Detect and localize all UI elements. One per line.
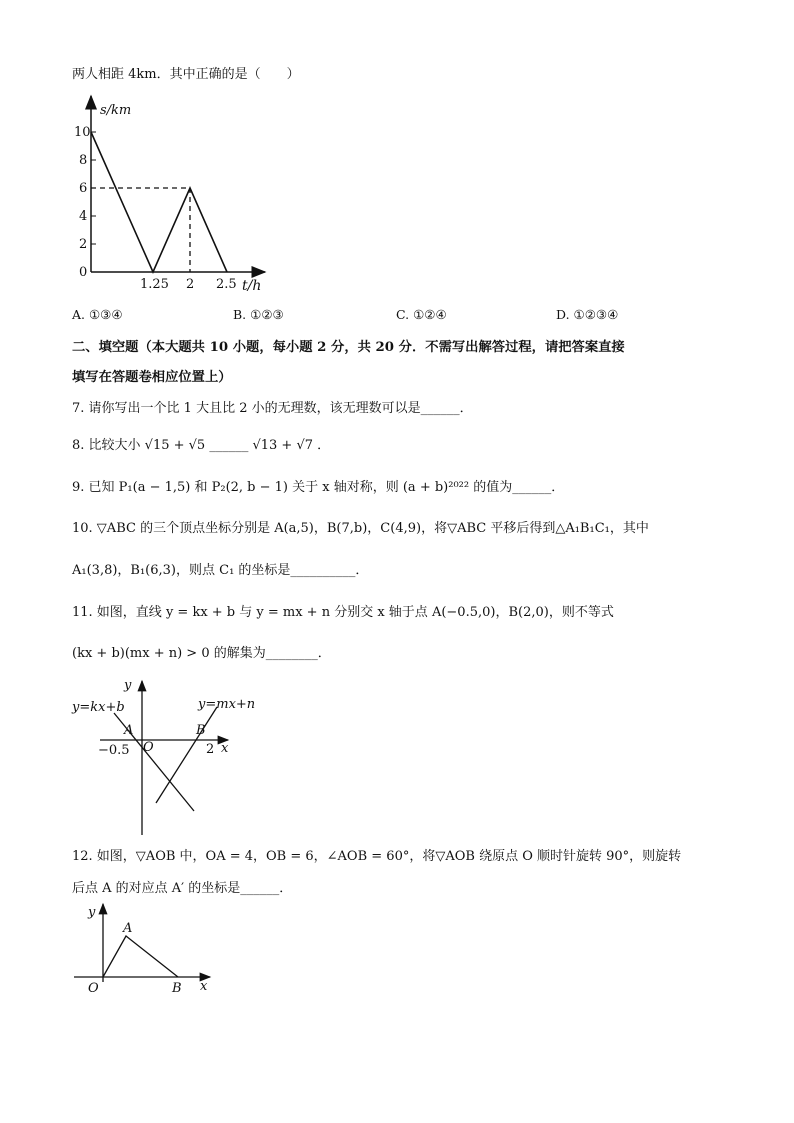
- question-7: 7. 请你写出一个比 1 大且比 2 小的无理数，该无理数可以是______．: [72, 401, 473, 416]
- section-heading-line1: 二、填空题（本大题共 10 小题，每小题 2 分，共 20 分．不需写出解答过程，请把答案直接: [72, 340, 625, 355]
- x-axis-label: t/h: [242, 278, 262, 292]
- option-d: D. ①②③④: [556, 307, 619, 322]
- graph3-origin: O: [88, 981, 99, 996]
- tick-a-label: −0.5: [98, 743, 130, 758]
- distance-time-graph: [60, 92, 280, 292]
- x-tick-1.25: 1.25: [140, 277, 169, 292]
- tick-b-label: 2: [206, 742, 215, 757]
- triangle-aob: [103, 936, 178, 977]
- top-line: 两人相距 4km．其中正确的是（ ）: [72, 67, 300, 82]
- option-b: B. ①②③: [233, 307, 284, 322]
- graph3-x-label: x: [200, 979, 208, 994]
- y-axis-label: s/km: [100, 103, 132, 118]
- question-10-line2: A₁(3,8)，B₁(6,3)，则点 C₁ 的坐标是__________．: [72, 563, 369, 578]
- point-b-label: B: [196, 723, 206, 738]
- x-tick-2.5: 2.5: [216, 277, 237, 292]
- two-lines-graph: [70, 675, 270, 840]
- graph3-point-a: A: [123, 921, 133, 936]
- option-c: C. ①②④: [396, 307, 447, 322]
- y-tick-10: 10: [74, 125, 91, 140]
- option-a: A. ①③④: [72, 307, 123, 322]
- x-tick-2: 2: [186, 277, 195, 292]
- point-a-label: A: [124, 723, 134, 738]
- question-12-line2: 后点 A 的对应点 A′ 的坐标是______．: [72, 881, 293, 896]
- question-10-line1: 10. ▽ABC 的三个顶点坐标分别是 A(a,5)，B(7,b)，C(4,9)，将▽ABC 平移后得到△A₁B₁C₁，其中: [72, 521, 649, 536]
- triangle-graph: [70, 900, 220, 1000]
- question-12-line1: 12. 如图，▽AOB 中，OA = 4，OB = 6，∠AOB = 60°，将▽AOB 绕原点 O 顺时针旋转 90°，则旋转: [72, 849, 682, 864]
- graph2-x-label: x: [221, 741, 229, 756]
- distance-path: [91, 132, 227, 272]
- y-tick-4: 4: [79, 209, 88, 224]
- y-tick-2: 2: [79, 237, 88, 252]
- question-11-line1: 11. 如图，直线 y = kx + b 与 y = mx + n 分别交 x 轴于点 A(−0.5,0)，B(2,0)，则不等式: [72, 605, 614, 620]
- section-heading-line2: 填写在答题卷相应位置上）: [72, 370, 232, 385]
- origin-label: O: [143, 740, 154, 755]
- graph2-y-label: y: [124, 678, 132, 693]
- y-tick-6: 6: [79, 181, 88, 196]
- question-8: 8. 比较大小 √15 + √5 ______ √13 + √7 ．: [72, 438, 331, 453]
- label-kx-b: y=kx+b: [72, 700, 125, 715]
- graph3-y-label: y: [88, 905, 96, 920]
- y-tick-0: 0: [79, 265, 88, 280]
- question-9: 9. 已知 P₁(a − 1,5) 和 P₂(2, b − 1) 关于 x 轴对称，则 (a + b)²⁰²² 的值为______．: [72, 480, 565, 495]
- question-11-line2: (kx + b)(mx + n) > 0 的解集为________．: [72, 646, 331, 661]
- label-mx-n: y=mx+n: [198, 697, 256, 712]
- y-tick-8: 8: [79, 153, 88, 168]
- graph3-point-b: B: [172, 981, 182, 996]
